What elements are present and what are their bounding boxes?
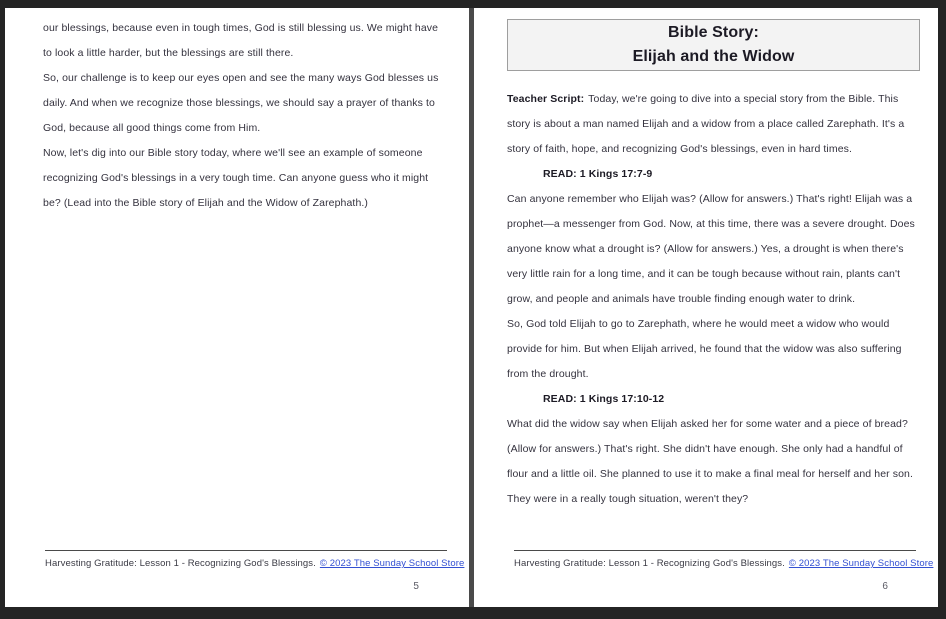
- read-reference-1: READ: 1 Kings 17:7-9: [543, 168, 653, 180]
- paragraph: What did the widow say when Elijah asked her for some water and a piece of bread? (Allow for answers.) That's right. She didn't have enough. She only had a handful of flour and a little oil. She planned to use it to make a final meal for herself and her son. They were in a really tough situation, weren't they?: [507, 418, 913, 505]
- page-right-body: [474, 8, 938, 512]
- footer-text-line: [45, 557, 465, 571]
- footer-divider-line: [45, 550, 447, 551]
- bible-story-title-box: [507, 19, 920, 71]
- paragraph: So, our challenge is to keep our eyes open and see the many ways God blesses us daily. And when we recognize those blessings, we should say a prayer of thanks to God, because all good things come from Him.: [43, 72, 439, 134]
- page-number: 5: [413, 581, 419, 592]
- footer-store-link[interactable]: © 2023 The Sunday School Store: [788, 558, 934, 569]
- read-reference-2: READ: 1 Kings 17:10-12: [543, 393, 665, 405]
- footer-credit-text: Harvesting Gratitude: Lesson 1 - Recognizing God's Blessings.: [514, 558, 785, 569]
- page-footer: [514, 550, 934, 571]
- paragraph: our blessings, because even in tough times, God is still blessing us. We might have to look a little harder, but the blessings are still there.: [43, 22, 439, 59]
- footer-text-line: [514, 557, 934, 571]
- teacher-script-label: Teacher Script:: [507, 93, 585, 105]
- paragraph: Now, let's dig into our Bible story today, where we'll see an example of someone recognizing God's blessings in a very tough time. Can anyone guess who it might be? (Lead into the Bible story of Elijah and the Widow of Zarephath.): [43, 147, 429, 209]
- page-footer: [45, 550, 465, 571]
- page-number: 6: [882, 581, 888, 592]
- paragraph: Can anyone remember who Elijah was? (Allow for answers.) That's right! Elijah was a prophet—a messenger from God. Now, at this time, there was a severe drought. Does anyone know what a drought is? (Allow for answers.) Yes, a drought is when there's very little rain for a long time, and it can be tough because without rain, plants can't grow, and people and animals have trouble finding enough water to drink.: [507, 193, 915, 305]
- teacher-script-text: Today, we're going to dive into a special story from the Bible. This story is about a man named Elijah and a widow from a place called Zarephath. It's a story of faith, hope, and recognizing God's blessings, even in hard times.: [507, 93, 905, 155]
- footer-divider-line: [514, 550, 916, 551]
- paragraph: So, God told Elijah to go to Zarephath, where he would meet a widow who would provide for him. But when Elijah arrived, he found that the widow was also suffering from the drought.: [507, 318, 902, 380]
- page-left: [5, 8, 469, 607]
- footer-store-link[interactable]: © 2023 The Sunday School Store: [319, 558, 465, 569]
- title-line-1: Bible Story:: [668, 24, 759, 41]
- page-left-body: [5, 8, 469, 216]
- pdf-spread: [5, 8, 938, 607]
- teacher-script-paragraph: [507, 87, 920, 162]
- footer-credit-text: Harvesting Gratitude: Lesson 1 - Recognizing God's Blessings.: [45, 558, 316, 569]
- title-line-2: Elijah and the Widow: [632, 48, 795, 65]
- page-right: [474, 8, 938, 607]
